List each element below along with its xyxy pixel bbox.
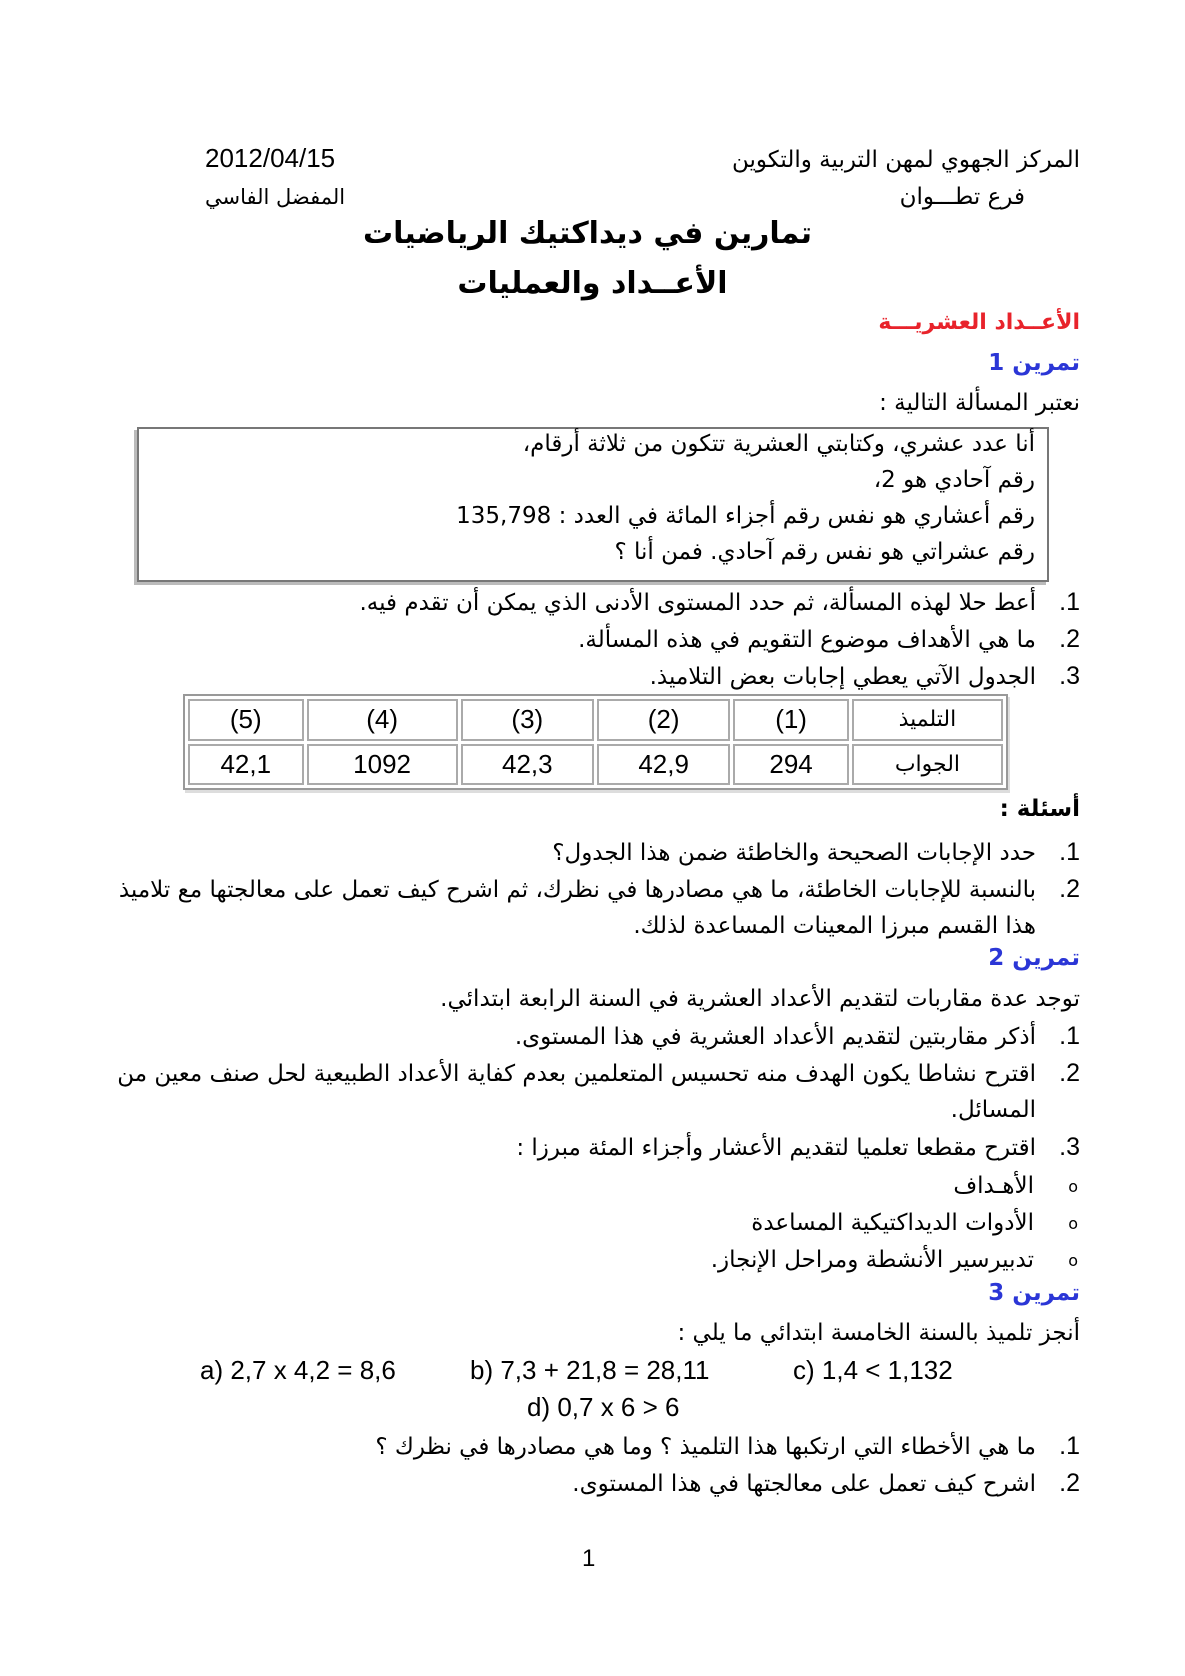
question-number: 2. <box>1059 1059 1080 1087</box>
document-title: تمارين في ديداكتيك الرياضيات <box>362 216 813 251</box>
table-cell: 1092 <box>307 744 458 786</box>
table-cell: (1) <box>733 699 849 741</box>
question-item <box>572 1466 1080 1502</box>
problem-box <box>137 427 1049 582</box>
table-row-header: الجواب <box>852 744 1003 786</box>
problem-line: رقم عشراتي هو نفس رقم آحادي. فمن أنا ؟ <box>614 539 1035 565</box>
question-text: اقترح مقطعا تعلميا لتقديم الأعشار وأجزاء المئة مبرزا : <box>516 1135 1036 1161</box>
questions-subheading: أسئلة : <box>999 796 1080 822</box>
bullet-text: تدبيرسير الأنشطة ومراحل الإنجاز. <box>710 1247 1034 1273</box>
question-number: 3. <box>1059 662 1080 690</box>
question-line: المسائل. <box>950 1097 1036 1123</box>
expression-d: d) 0,7 x 6 > 6 <box>527 1392 680 1422</box>
question-text: ما هي الأخطاء التي ارتكبها هذا التلميذ ؟ وما هي مصادرها في نظرك ؟ <box>375 1434 1036 1460</box>
question-text: الجدول الآتي يعطي إجابات بعض التلاميذ. <box>649 664 1036 690</box>
table-cell: (5) <box>188 699 304 741</box>
exercise-1-heading: تمرين 1 <box>988 350 1080 376</box>
branch-name: فرع تطـــوان <box>899 184 1025 210</box>
exercise-3-heading: تمرين 3 <box>988 1280 1080 1306</box>
document-date: 2012/04/15 <box>205 143 336 173</box>
question-item <box>515 1019 1080 1055</box>
institution-name: المركز الجهوي لمهن التربية والتكوين <box>731 147 1080 173</box>
table-cell: 42,9 <box>597 744 730 786</box>
expression-c: c) 1,4 < 1,132 <box>793 1355 953 1385</box>
question-text <box>117 1056 1036 1128</box>
bullet-text: الأدوات الديداكتيكية المساعدة <box>751 1210 1034 1236</box>
question-number: 1. <box>1059 838 1080 866</box>
question-item <box>650 659 1080 695</box>
question-number: 3. <box>1059 1133 1080 1161</box>
table-cell: 42,3 <box>461 744 594 786</box>
question-item <box>552 835 1080 871</box>
table-cell: 42,1 <box>188 744 304 786</box>
question-text <box>119 872 1036 944</box>
question-text: اشرح كيف تعمل على معالجتها في هذا المستوى. <box>572 1471 1036 1497</box>
question-text: أعط حلا لهذه المسألة، ثم حدد المستوى الأدنى الذي يمكن أن تقدم فيه. <box>359 590 1036 616</box>
question-number: 2. <box>1059 875 1080 903</box>
bullet-item <box>953 1168 1080 1204</box>
question-item <box>117 1056 1080 1128</box>
table-row-header: التلميذ <box>852 699 1003 741</box>
document-subtitle: الأعــداد والعمليات <box>457 266 728 301</box>
question-line: اقترح نشاطا يكون الهدف منه تحسيس المتعلمين بعدم كفاية الأعداد الطبيعية لحل صنف معين من <box>117 1061 1036 1087</box>
question-number: 1. <box>1059 1432 1080 1460</box>
table-row <box>188 744 1003 786</box>
question-item <box>359 585 1080 621</box>
exercise-2-intro: توجد عدة مقاربات لتقديم الأعداد العشرية في السنة الرابعة ابتدائي. <box>440 986 1080 1012</box>
bullet-icon: o <box>1068 1250 1078 1270</box>
expression-a: a) 2,7 x 4,2 = 8,6 <box>200 1355 396 1385</box>
problem-line: رقم آحادي هو 2، <box>873 467 1035 493</box>
table-cell: (4) <box>307 699 458 741</box>
problem-line: أنا عدد عشري، وكتابتي العشرية تتكون من ثلاثة أرقام، <box>522 431 1035 457</box>
question-number: 2. <box>1059 625 1080 653</box>
table-cell: (2) <box>597 699 730 741</box>
table-cell: (3) <box>461 699 594 741</box>
bullet-item <box>751 1205 1080 1241</box>
bullet-item <box>711 1242 1080 1278</box>
table-row <box>188 699 1003 741</box>
answers-table <box>183 694 1008 790</box>
question-item <box>375 1429 1080 1465</box>
question-number: 1. <box>1059 1022 1080 1050</box>
question-line: بالنسبة للإجابات الخاطئة، ما هي مصادرها في نظرك، ثم اشرح كيف تعمل على معالجتها مع تلاميذ <box>118 877 1036 903</box>
table-cell: 294 <box>733 744 849 786</box>
question-item <box>516 1130 1080 1166</box>
section-heading: الأعــداد العشريـــة <box>878 310 1080 335</box>
question-number: 1. <box>1059 588 1080 616</box>
bullet-icon: o <box>1068 1213 1078 1233</box>
page-number: 1 <box>582 1545 596 1572</box>
question-text: ما هي الأهداف موضوع التقويم في هذه المسألة. <box>578 627 1036 653</box>
question-line: هذا القسم مبرزا المعينات المساعدة لذلك. <box>633 913 1036 939</box>
problem-line: رقم أعشاري هو نفس رقم أجزاء المائة في العدد : 135,798 <box>456 503 1035 529</box>
bullet-text: الأهـداف <box>953 1173 1034 1199</box>
expression-b: b) 7,3 + 21,8 = 28,11 <box>470 1355 710 1385</box>
question-item <box>578 622 1080 658</box>
exercise-2-heading: تمرين 2 <box>988 945 1080 971</box>
exercise-3-intro: أنجز تلميذ بالسنة الخامسة ابتدائي ما يلي : <box>677 1320 1080 1346</box>
question-text: أذكر مقاربتين لتقديم الأعداد العشرية في هذا المستوى. <box>514 1024 1036 1050</box>
exercise-1-intro: نعتبر المسألة التالية : <box>879 390 1080 416</box>
bullet-icon: o <box>1068 1176 1078 1196</box>
question-number: 2. <box>1059 1469 1080 1497</box>
question-text: حدد الإجابات الصحيحة والخاطئة ضمن هذا الجدول؟ <box>552 840 1036 866</box>
author-name: المفضل الفاسي <box>205 185 346 209</box>
question-item <box>119 872 1080 944</box>
